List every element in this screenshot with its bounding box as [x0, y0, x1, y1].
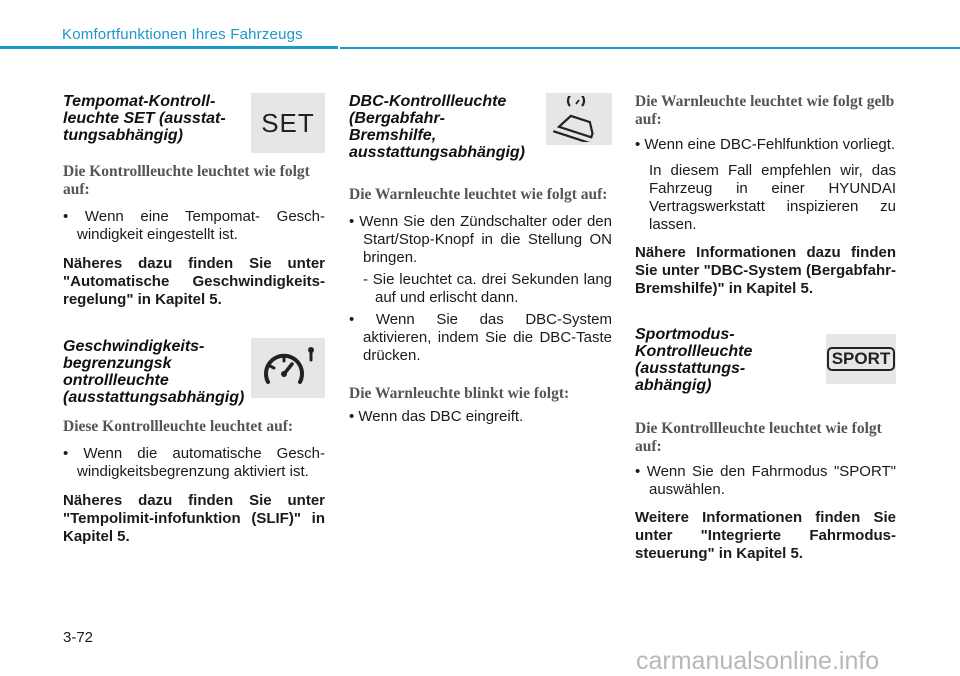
watermark: carmanualsonline.info [636, 647, 880, 675]
dbc-subhead-yellow: Die Warnleuchte leuchtet wie folgt gelb auf: [635, 93, 895, 128]
sport-indicator-title: Sportmodus- Kontrollleuchte (ausstattungs- abhängig) [635, 326, 753, 394]
dbc-subhead-blink: Die Warnleuchte blinkt wie folgt: [349, 385, 570, 402]
sport-subhead: Die Kontrollleuchte leuchtet wie folgt auf: [635, 420, 882, 455]
header-rule-secondary [340, 47, 960, 49]
set-indicator-icon: SET [251, 93, 325, 153]
dbc-dash-three-seconds: - Sie leuchtet ca. drei Sekunden lang auf und erlischt dann. [363, 271, 612, 306]
sport-indicator-heading [635, 326, 896, 394]
page-number: 3-72 [63, 629, 94, 646]
column-right [635, 93, 896, 563]
dbc-bullet-activate: • Wenn Sie das DBC-System aktivieren, indem Sie die DBC-Taste drücken. [349, 311, 612, 364]
dbc-note: Nähere Informationen dazu finden Sie unter "DBC-System (Bergabfahr-Bremshilfe)" in Kapitel 5. [635, 244, 896, 297]
section-header: Komfortfunktionen Ihres Fahrzeugs [62, 26, 303, 43]
dbc-bullet-malfunction: • Wenn eine DBC-Fehlfunktion vorliegt. [635, 136, 896, 153]
dbc-indicator-heading [349, 93, 612, 161]
set-indicator-subhead: Die Kontrollleuchte leuchtet wie folgt auf: [63, 163, 310, 198]
sport-note: Weitere Informationen finden Sie unter "Integrierte Fahrmodus-steuerung" in Kapitel 5. [635, 509, 896, 562]
speed-limiter-icon [251, 338, 325, 398]
dbc-indicator-title: DBC-Kontrollleuchte (Bergabfahr- Bremshilfe, ausstattungsabhängig) [349, 93, 526, 161]
speed-limiter-note: Näheres dazu finden Sie unter "Tempolimit-infofunktion (SLIF)" in Kapitel 5. [63, 492, 325, 545]
column-middle [349, 93, 612, 426]
sport-indicator-icon: SPORT [826, 334, 896, 384]
column-left [63, 93, 325, 546]
speed-limiter-title: Geschwindigkeits- begrenzungsk ontrollleuchte (ausstattungsabhängig) [63, 338, 245, 406]
set-indicator-bullet: • Wenn eine Tempomat- Gesch-windigkeit eingestellt ist. [63, 208, 325, 243]
downhill-brake-control-icon [546, 93, 612, 145]
dbc-bullet-intervenes: • Wenn das DBC eingreift. [349, 408, 524, 425]
speed-limiter-heading [63, 338, 325, 406]
dbc-subhead-on: Die Warnleuchte leuchtet wie folgt auf: [349, 186, 608, 203]
set-indicator-heading [63, 93, 325, 153]
speed-limiter-bullet: • Wenn die automatische Gesch-windigkeitsbegrenzung aktiviert ist. [63, 445, 325, 480]
sport-bullet: • Wenn Sie den Fahrmodus "SPORT" auswählen. [635, 463, 896, 498]
set-indicator-title: Tempomat-Kontroll- leuchte SET (ausstat- tungsabhängig) [63, 93, 226, 144]
dbc-bullet-ignition: • Wenn Sie den Zündschalter oder den Start/Stop-Knopf in die Stellung ON bringen. [349, 213, 612, 266]
speed-limiter-subhead: Diese Kontrollleuchte leuchtet auf: [63, 418, 294, 435]
header-rule-primary [0, 46, 338, 49]
dbc-workshop-advice: In diesem Fall empfehlen wir, das Fahrzeug in einer HYUNDAI Vertragswerkstatt inspizieren zu lassen. [649, 162, 896, 233]
set-indicator-note: Näheres dazu finden Sie unter "Automatische Geschwindigkeits-regelung" in Kapitel 5. [63, 255, 325, 308]
